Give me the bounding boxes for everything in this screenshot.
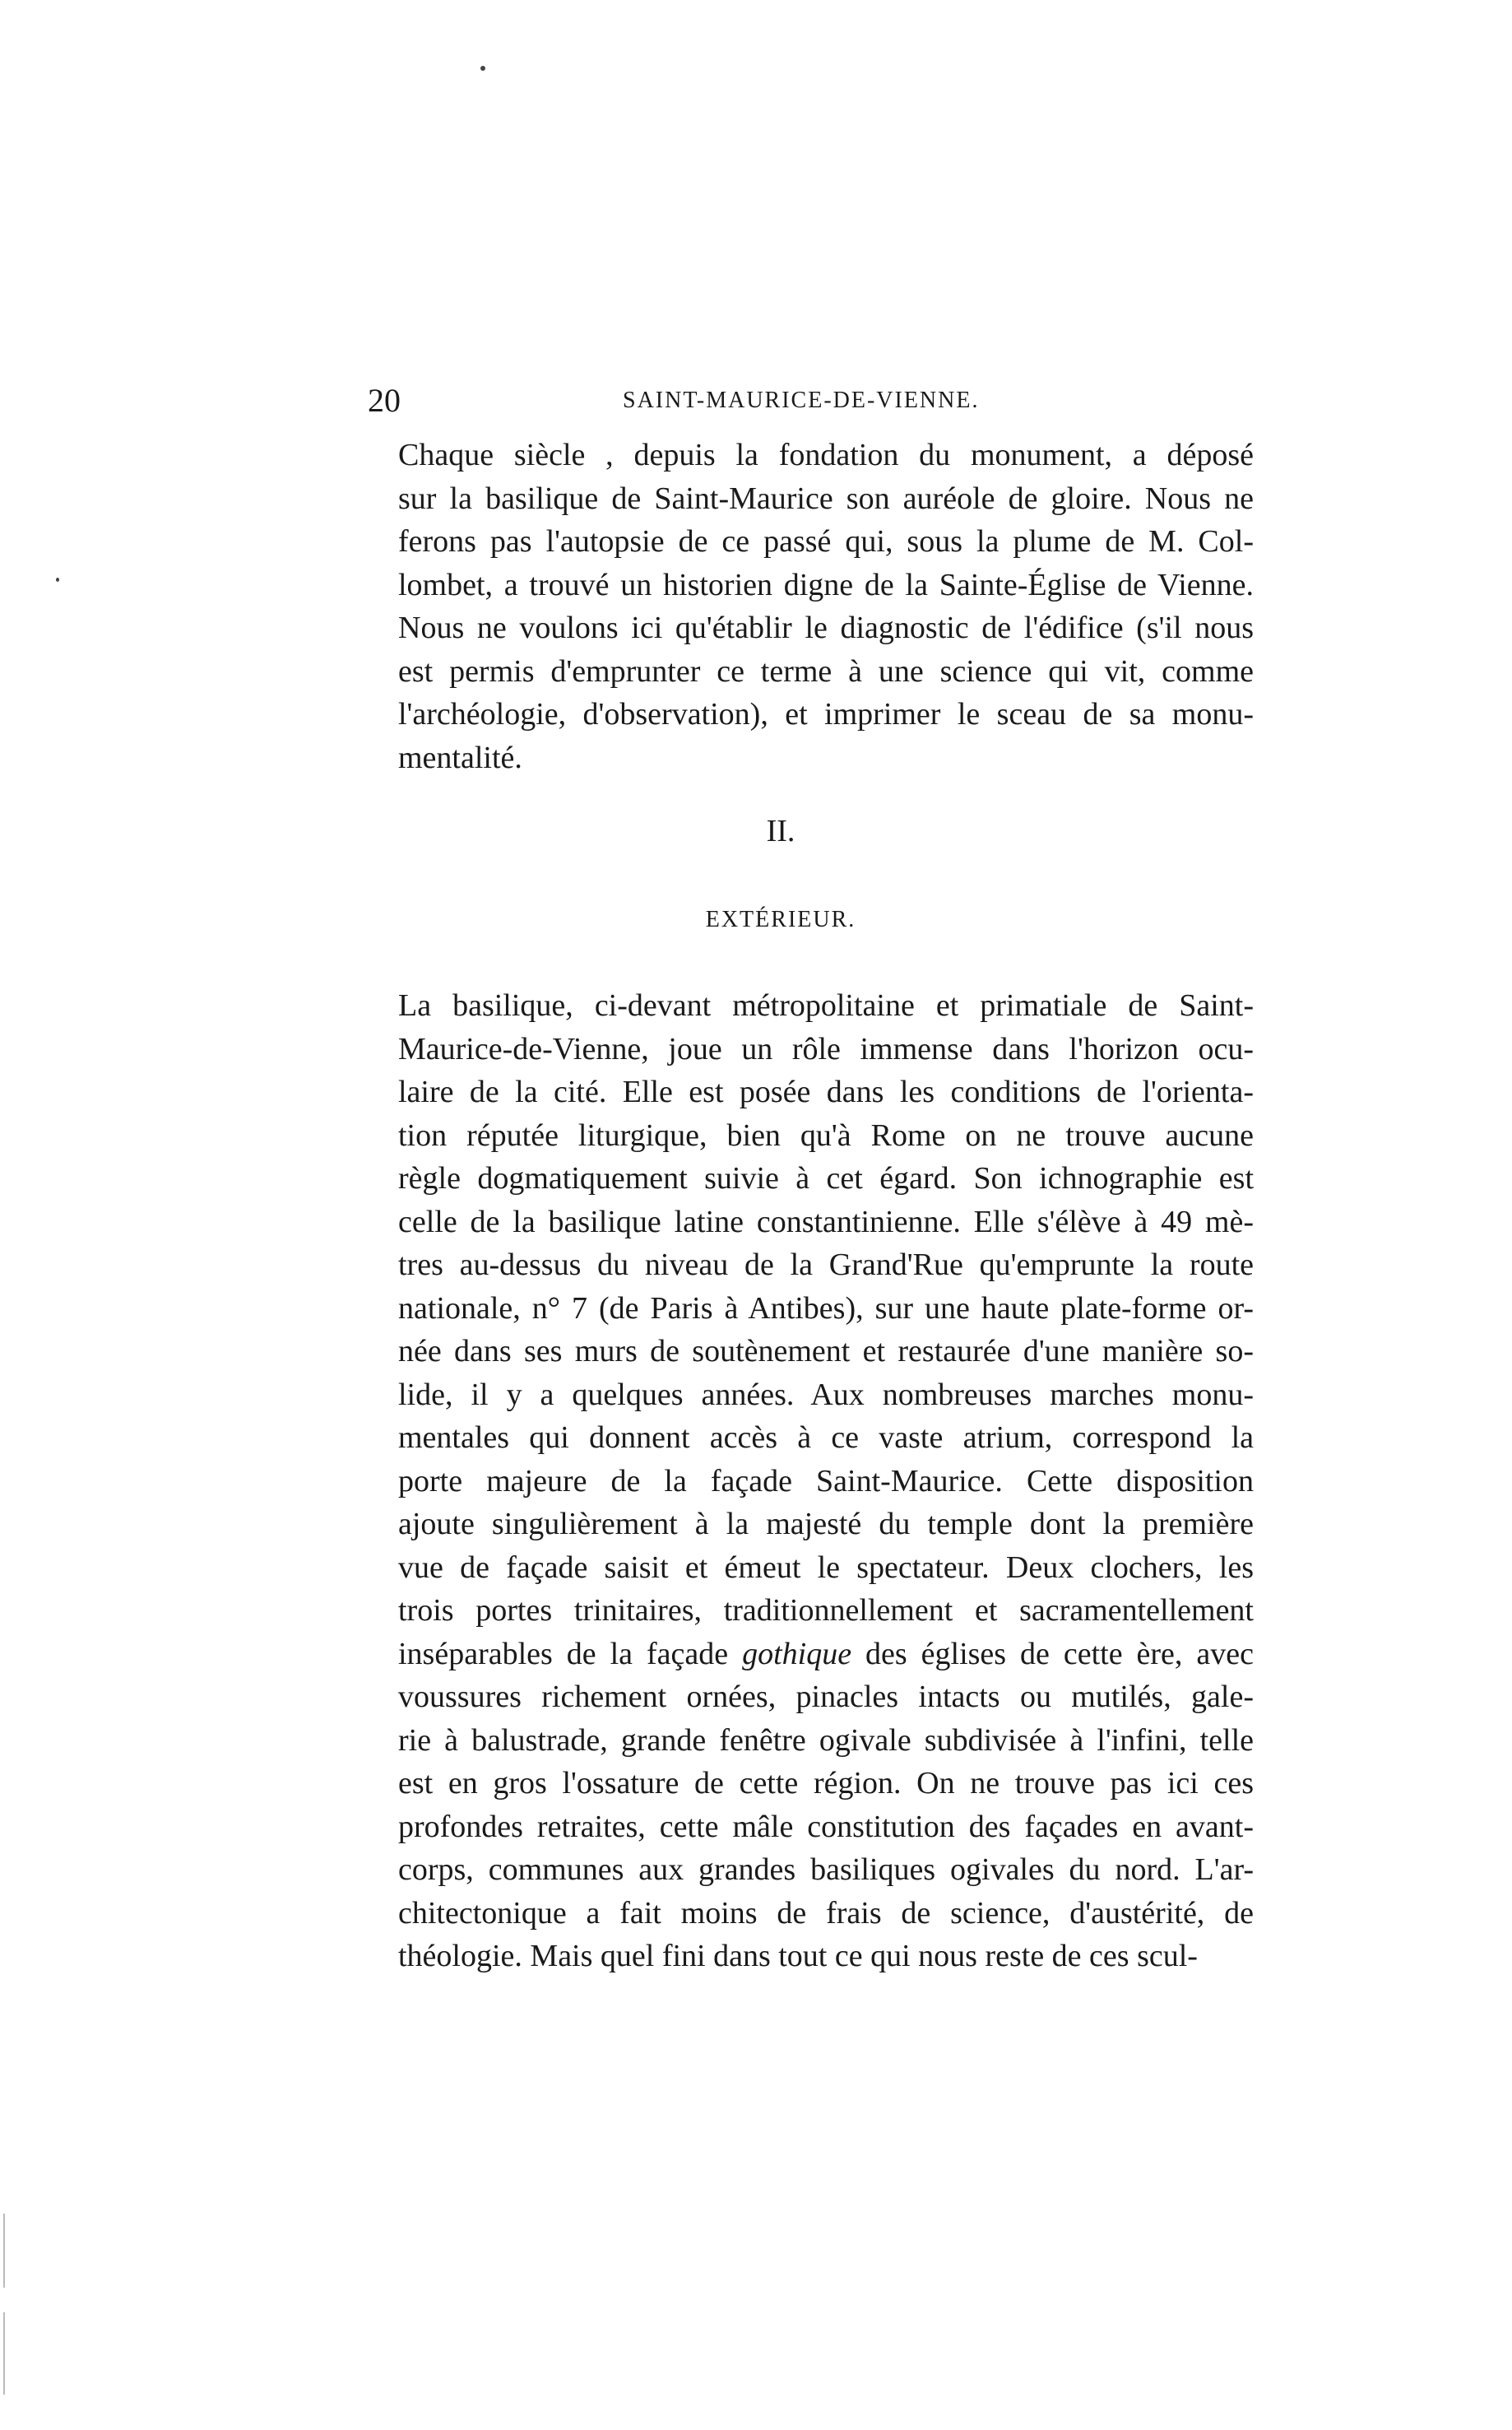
paragraph-intro: [398, 434, 1254, 779]
page-header: [368, 380, 1256, 421]
scan-edge-mark: [3, 2312, 5, 2395]
text-segment: trois portes trinitaires, traditionnellement et sacramentellement: [398, 1593, 1254, 1628]
scan-edge-mark: [3, 2214, 5, 2288]
text-line: [398, 1243, 1254, 1287]
text-line: [398, 1028, 1254, 1071]
text-line: [398, 1935, 1254, 1978]
paragraph-exterior: [398, 984, 1254, 1978]
italic-word: gothique: [742, 1636, 852, 1671]
text-line: [398, 1675, 1254, 1719]
text-line: [398, 1762, 1254, 1805]
text-line: [398, 1503, 1254, 1546]
text-segment: tres au-dessus du niveau de la Grand'Rue qu'emprunte la route: [398, 1248, 1254, 1282]
text-line: lombet, a trouvé un historien digne de la Sainte-Église de Vienne.: [398, 567, 1254, 602]
text-segment: ajoute singulièrement à la majesté du temple dont la première: [398, 1507, 1254, 1541]
text-line: [398, 1373, 1254, 1417]
text-segment: chitectonique a fait moins de frais de science, d'austérité, de: [398, 1895, 1254, 1931]
text-segment: voussures richement ornées, pinacles intacts ou mutilés, gale-: [398, 1680, 1254, 1714]
text-line: mentalité.: [398, 740, 522, 775]
text-segment: nationale, n° 7 (de Paris à Antibes), sur une haute plate-forme or-: [398, 1290, 1254, 1326]
text-line: [398, 1460, 1254, 1503]
text-line: [398, 1416, 1254, 1460]
text-line: sur la basilique de Saint-Maurice son auréole de gloire. Nous ne: [398, 481, 1254, 516]
text-line: [398, 1546, 1254, 1590]
text-segment: mentales qui donnent accès à ce vaste atrium, correspond la: [398, 1420, 1254, 1455]
text-segment: porte majeure de la façade Saint-Maurice. Cette disposition: [398, 1463, 1254, 1498]
text-segment: corps, communes aux grandes basiliques ogivales du nord. L'ar-: [398, 1852, 1254, 1887]
ink-speck: [480, 66, 485, 71]
text-segment: vue de façade saisit et émeut le spectateur. Deux clochers, les: [398, 1550, 1254, 1585]
text-line: [398, 1719, 1254, 1763]
text-line: Chaque siècle , depuis la fondation du monument, a déposé: [398, 438, 1254, 472]
text-segment: Maurice-de-Vienne, joue un rôle immense dans l'horizon ocu-: [398, 1031, 1254, 1066]
text-segment: celle de la basilique latine constantinienne. Elle s'élève à 49 mè-: [398, 1204, 1254, 1239]
section-number: II.: [766, 814, 795, 848]
text-line: [398, 1287, 1254, 1331]
text-segment: lide, il y a quelques années. Aux nombreuses marches monu-: [398, 1377, 1254, 1412]
text-line: [398, 1330, 1254, 1373]
text-line: ferons pas l'autopsie de ce passé qui, sous la plume de M. Col-: [398, 524, 1254, 559]
text-segment: laire de la cité. Elle est posée dans les conditions de l'orienta-: [398, 1075, 1254, 1109]
text-segment: profondes retraites, cette mâle constitution des façades en avant-: [398, 1809, 1254, 1844]
text-line: [398, 1114, 1254, 1158]
text-segment: règle dogmatiquement suivie à cet égard. Son ichnographie est: [398, 1161, 1254, 1196]
text-segment: inséparables de la façade: [398, 1636, 743, 1671]
page-number: 20: [368, 382, 401, 419]
text-segment: des églises de cette ère, avec: [851, 1636, 1254, 1671]
running-head: SAINT-MAURICE-DE-VIENNE.: [623, 388, 980, 413]
text-segment: rie à balustrade, grande fenêtre ogivale subdivisée à l'infini, telle: [398, 1722, 1254, 1758]
text-segment: tion réputée liturgique, bien qu'à Rome on ne trouve aucune: [398, 1117, 1254, 1153]
section-title: EXTÉRIEUR.: [705, 907, 856, 932]
ink-speck: [56, 578, 59, 582]
text-segment: théologie. Mais quel fini dans tout ce qui nous reste de ces scul-: [398, 1939, 1198, 1973]
text-line: [398, 1589, 1254, 1633]
text-line: [398, 1071, 1254, 1114]
text-segment: née dans ses murs de soutènement et restaurée d'une manière so-: [398, 1334, 1254, 1368]
text-segment: est en gros l'ossature de cette région. On ne trouve pas ici ces: [398, 1766, 1254, 1800]
text-line: [398, 1157, 1254, 1201]
text-line: [398, 1892, 1254, 1935]
text-line: Nous ne voulons ici qu'établir le diagnostic de l'édifice (s'il nous: [398, 611, 1254, 645]
text-line: [398, 984, 1254, 1028]
text-line: [398, 1201, 1254, 1244]
text-line: [398, 1805, 1254, 1849]
text-line: est permis d'emprunter ce terme à une science qui vit, comme: [398, 653, 1254, 689]
text-line: [398, 1633, 1254, 1676]
text-line: [398, 1848, 1254, 1892]
text-segment: La basilique, ci-devant métropolitaine et primatiale de Saint-: [398, 988, 1254, 1023]
text-line: l'archéologie, d'observation), et imprimer le sceau de sa monu-: [398, 697, 1254, 732]
